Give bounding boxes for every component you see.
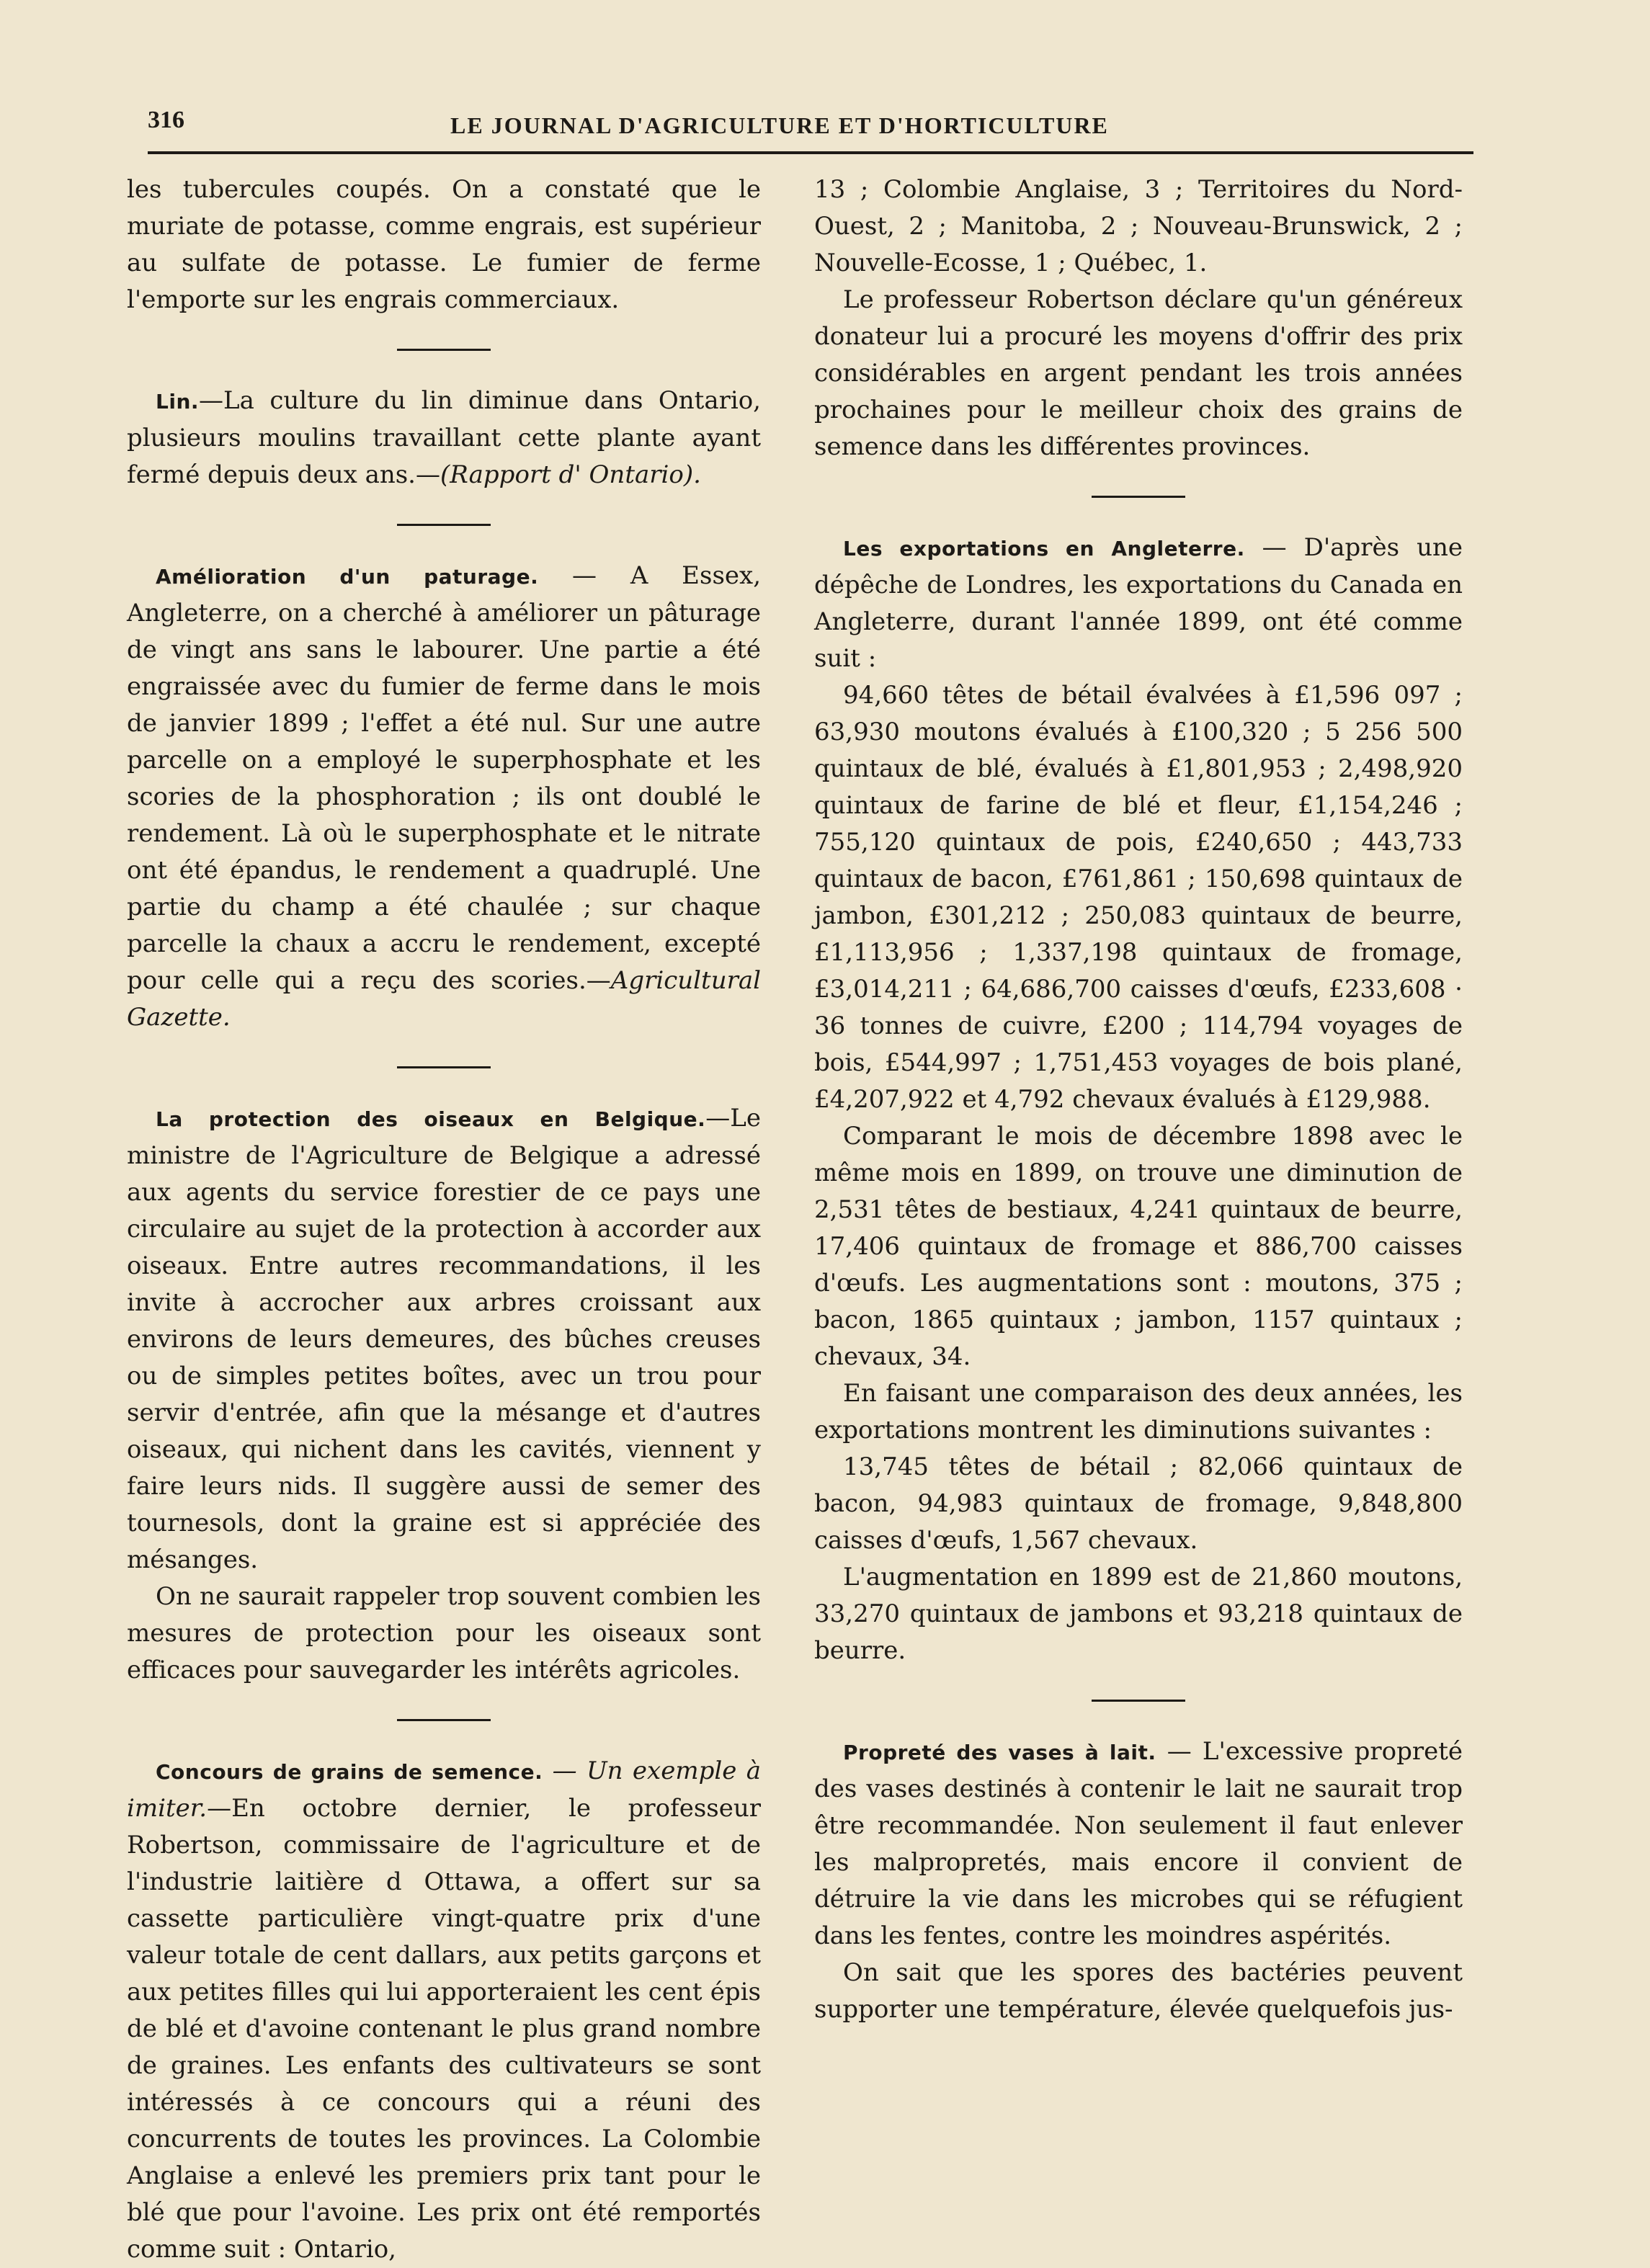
article-text-concours: —En octobre dernier, le professeur Robertson, commissaire de l'agriculture et de l'industrie laitière d Ottawa, a offert sur sa cassette particulière vingt-quatre prix d'une valeur totale de cent dallars, aux petits garçons et aux petites filles qui lui apporteraient les cent épis de blé et d'avoine contenant le plus grand nombre de graines. Les enfants des cultivateurs se sont intéressés à ce concours qui a réuni des concurrents de toutes les provinces. La Colombie Anglaise a enlevé les premiers prix tant pour le blé que pour l'avoine. Les prix ont été remportés comme suit : Ontario, xyxy=(127,1794,761,2264)
article-source-lin: (Rapport d' Ontario). xyxy=(440,460,701,489)
article-heading-lin: Lin. xyxy=(156,390,200,414)
section-separator xyxy=(397,1066,491,1068)
article-exportations-p5: 13,745 têtes de bétail ; 82,066 quintaux de bacon, 94,983 quintaux de fromage, 9,848,800 caisses d'œufs, 1,567 chevaux. xyxy=(814,1452,1463,1555)
article-concours xyxy=(127,1753,761,2268)
article-lin xyxy=(127,383,761,494)
left-column xyxy=(127,171,761,2268)
article-heading-concours: Concours de grains de semence. xyxy=(156,1760,543,1784)
article-exportations-p3: Comparant le mois de décembre 1898 avec le même mois en 1899, on trouve une diminution de 2,531 têtes de bestiaux, 4,241 quintaux de beurre, 17,406 quintaux de fromage et 886,700 caisses d'œufs. Les augmentations sont : moutons, 375 ; bacon, 1865 quintaux ; jambon, 1157 quintaux ; chevaux, 34. xyxy=(814,1122,1463,1371)
article-heading-proprete: Propreté des vases à lait. xyxy=(843,1741,1156,1764)
article-source-paturage: Agricultural Gazette. xyxy=(127,966,761,1032)
article-concours-continued: 13 ; Colombie Anglaise, 3 ; Territoires du Nord-Ouest, 2 ; Manitoba, 2 ; Nouveau-Brunswick, 2 ; Nouvelle-Ecosse, 1 ; Québec, 1. xyxy=(814,175,1463,277)
page-header xyxy=(148,107,1473,150)
section-separator xyxy=(1092,496,1185,498)
paragraph-intro: les tubercules coupés. On a constaté que le muriate de potasse, comme engrais, est supérieur au sulfate de potasse. Le fumier de ferme l'emporte sur les engrais commerciaux. xyxy=(127,175,761,314)
header-rule xyxy=(148,151,1473,154)
section-separator xyxy=(1092,1700,1185,1702)
article-text-lin: —La culture du lin diminue dans Ontario, plusieurs moulins travaillant cette plante ayant fermé depuis deux ans.— xyxy=(127,386,761,489)
running-title: LE JOURNAL D'AGRICULTURE ET D'HORTICULTURE xyxy=(450,112,1109,138)
article-exportations xyxy=(814,530,1463,677)
article-proprete xyxy=(814,1733,1463,1955)
article-oiseaux-p2: On ne saurait rappeler trop souvent combien les mesures de protection pour les oiseaux sont efficaces pour sauvegarder les intérêts agricoles. xyxy=(127,1582,761,1684)
article-heading-exportations: Les exportations en Angleterre. xyxy=(843,537,1245,561)
article-exportations-p4: En faisant une comparaison des deux années, les exportations montrent les diminutions suivantes : xyxy=(814,1379,1463,1445)
article-exportations-p2: 94,660 têtes de bétail évalvées à £1,596 097 ; 63,930 moutons évalués à £100,320 ; 5 256 500 quintaux de blé, évalués à £1,801,953 ; 2,498,920 quintaux de farine de blé et fleur, £1,154,246 ; 755,120 quintaux de pois, £240,650 ; 443,733 quintaux de bacon, £761,861 ; 150,698 quintaux de jambon, £301,212 ; 250,083 quintaux de beurre, £1,113,956 ; 1,337,198 quintaux de fromage, £3,014,211 ; 64,686,700 caisses d'œufs, £233,608 · 36 tonnes de cuivre, £200 ; 114,794 voyages de bois, £544,997 ; 1,751,453 voyages de bois plané, £4,207,922 et 4,792 chevaux évalués à £129,988. xyxy=(814,681,1463,1114)
article-text-oiseaux: —Le ministre de l'Agriculture de Belgique a adressé aux agents du service forestier de ce pays une circulaire au sujet de la protection à accorder aux oiseaux. Entre autres recommandations, il les invite à accrocher aux arbres croissant aux environs de leurs demeures, des bûches creuses ou de simples petites boîtes, avec un trou pour servir d'entrée, afin que la mésange et d'autres oiseaux, qui nichent dans les cavités, viennent y faire leurs nids. Il suggère aussi de semer des tournesols, dont la graine est si appréciée des mésanges. xyxy=(127,1104,761,1574)
article-text-paturage: — A Essex, Angleterre, on a cherché à améliorer un pâturage de vingt ans sans le labourer. Une partie a été engraissée avec du fumier de ferme dans le mois de janvier 1899 ; l'effet a été nul. Sur une autre parcelle on a employé le superphosphate et les scories de la phosphoration ; ils ont doublé le rendement. Là où le superphosphate et le nitrate ont été épandus, le rendement a quadruplé. Une partie du champ a été chaulée ; sur chaque parcelle la chaux a accru le rendement, excepté pour celle qui a reçu des scories.— xyxy=(127,561,761,995)
article-heading-paturage: Amélioration d'un paturage. xyxy=(156,565,539,589)
section-separator xyxy=(397,1719,491,1721)
article-text-proprete: — L'excessive propreté des vases destinés à contenir le lait ne saurait trop être recommandée. Non seulement il faut enlever les malpropretés, mais encore il convient de détruire la vie dans les microbes qui se réfugient dans les fentes, contre les moindres aspérités. xyxy=(814,1737,1463,1950)
article-proprete-p2: On sait que les spores des bactéries peuvent supporter une température, élevée quelquefois jus- xyxy=(814,1958,1463,2024)
article-heading-oiseaux: La protection des oiseaux en Belgique. xyxy=(156,1107,706,1131)
section-separator xyxy=(397,524,491,526)
page-number: 316 xyxy=(148,107,184,133)
article-paturage xyxy=(127,558,761,1036)
article-robertson: Le professeur Robertson déclare qu'un généreux donateur lui a procuré les moyens d'offrir des prix considérables en argent pendant les trois années prochaines pour le meilleur choix des grains de semence dans les différentes provinces. xyxy=(814,285,1463,461)
article-subheading-concours: — Un exemple à imiter. xyxy=(127,1756,761,1823)
article-oiseaux xyxy=(127,1100,761,1579)
article-exportations-p6: L'augmentation en 1899 est de 21,860 moutons, 33,270 quintaux de jambons et 93,218 quintaux de beurre. xyxy=(814,1563,1463,1665)
section-separator xyxy=(397,349,491,351)
article-text-exportations: — D'après une dépêche de Londres, les exportations du Canada en Angleterre, durant l'année 1899, ont été comme suit : xyxy=(814,533,1463,673)
right-column xyxy=(814,171,1463,2028)
